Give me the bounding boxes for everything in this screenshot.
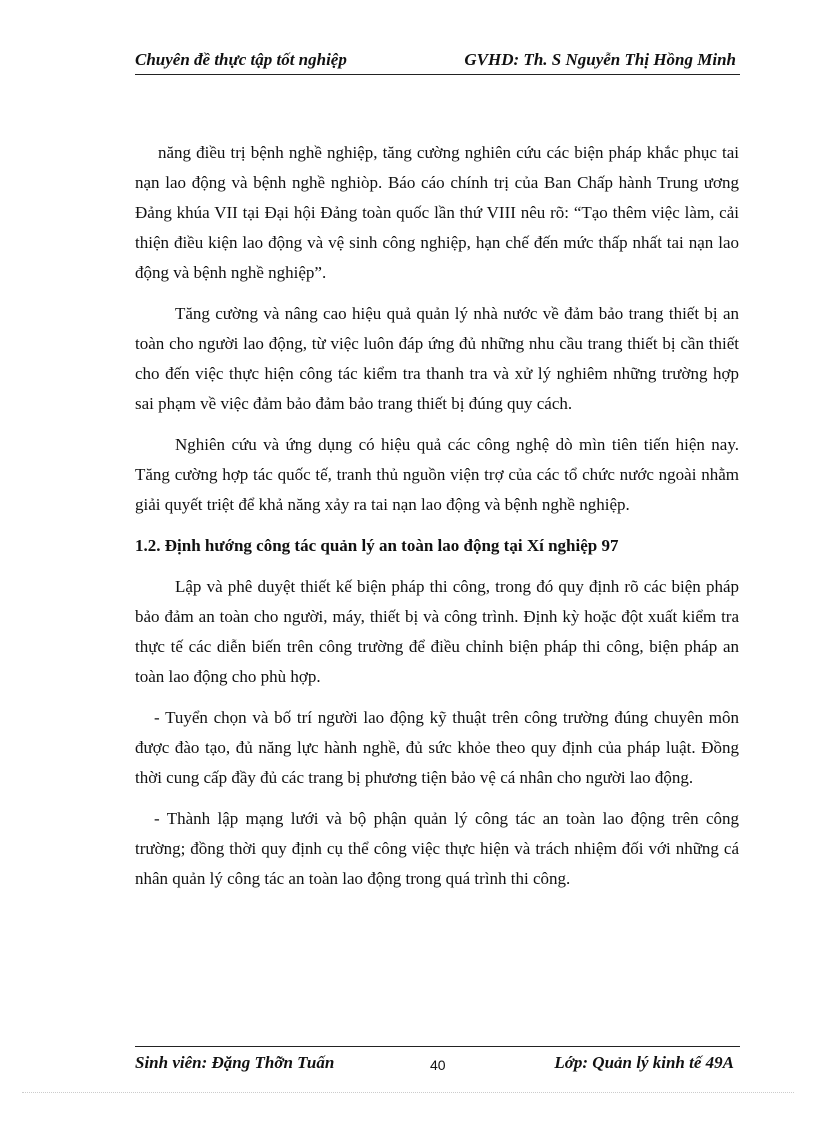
header-title: Chuyên đề thực tập tốt nghiệp (135, 50, 347, 69)
footer-class: Lớp: Quản lý kinh tế 49A (554, 1053, 734, 1072)
header-supervisor: GVHD: Th. S Nguyễn Thị Hồng Minh (464, 50, 736, 69)
paragraph-3: Nghiên cứu và ứng dụng có hiệu quả các công nghệ dò mìn tiên tiến hiện nay. Tăng cường hợp tác quốc tế, tranh thủ nguồn viện trợ của các tổ chức nước ngoài nhằm giải quyết triệt để khả năng xảy ra tai nạn lao động và bệnh nghề nghiệp. (135, 435, 739, 514)
paragraph-1: năng điều trị bệnh nghề nghiệp, tăng cường nghiên cứu các biện pháp khắc phục tai nạn lao động và bệnh nghề nghiòp. Báo cáo chính trị của Ban Chấp hành Trung ương Đảng khúa VII tại Đại hội Đảng toàn quốc lần thứ VIII nêu rõ: “Tạo thêm việc làm, cải thiện điều kiện lao động và vệ sinh công nghiệp, hạn chế đến mức thấp nhất tai nạn lao động và bệnh nghề nghiệp”. (135, 143, 739, 282)
footer-student: Sinh viên: Đặng Thỡn Tuấn (135, 1053, 335, 1072)
document-body (135, 138, 739, 905)
bullet-paragraph-2: - Thành lập mạng lưới và bộ phận quản lý công tác an toàn lao động trên công trường; đồng thời quy định cụ thể công việc thực hiện và trách nhiệm đối với những cá nhân quản lý công tác an toàn lao động trong quá trình thi công. (135, 809, 739, 888)
page-bottom-divider (22, 1092, 794, 1093)
bullet-paragraph-1: - Tuyển chọn và bố trí người lao động kỹ thuật trên công trường đúng chuyên môn được đào tạo, đủ năng lực hành nghề, đủ sức khỏe theo quy định của pháp luật. Đồng thời cung cấp đầy đủ các trang bị phương tiện bảo vệ cá nhân cho người lao động. (135, 708, 739, 787)
page-number: 40 (430, 1057, 446, 1073)
page-header (135, 48, 740, 75)
section-heading: 1.2. Định hướng công tác quản lý an toàn lao động tại Xí nghiệp 97 (135, 536, 619, 555)
page-footer (135, 1046, 740, 1079)
paragraph-4: Lập và phê duyệt thiết kế biện pháp thi công, trong đó quy định rõ các biện pháp bảo đảm an toàn cho người, máy, thiết bị và công trình. Định kỳ hoặc đột xuất kiểm tra thực tế các diễn biến trên công trường để điều chỉnh biện pháp thi công, biện pháp an toàn lao động cho phù hợp. (135, 577, 739, 686)
paragraph-2: Tăng cường và nâng cao hiệu quả quản lý nhà nước về đảm bảo trang thiết bị an toàn cho người lao động, từ việc luôn đáp ứng đủ những nhu cầu trang thiết bị cần thiết cho đến việc thực hiện công tác kiểm tra thanh tra và xử lý nghiêm những trường hợp sai phạm về việc đảm bảo đảm bảo trang thiết bị đúng quy cách. (135, 304, 739, 413)
